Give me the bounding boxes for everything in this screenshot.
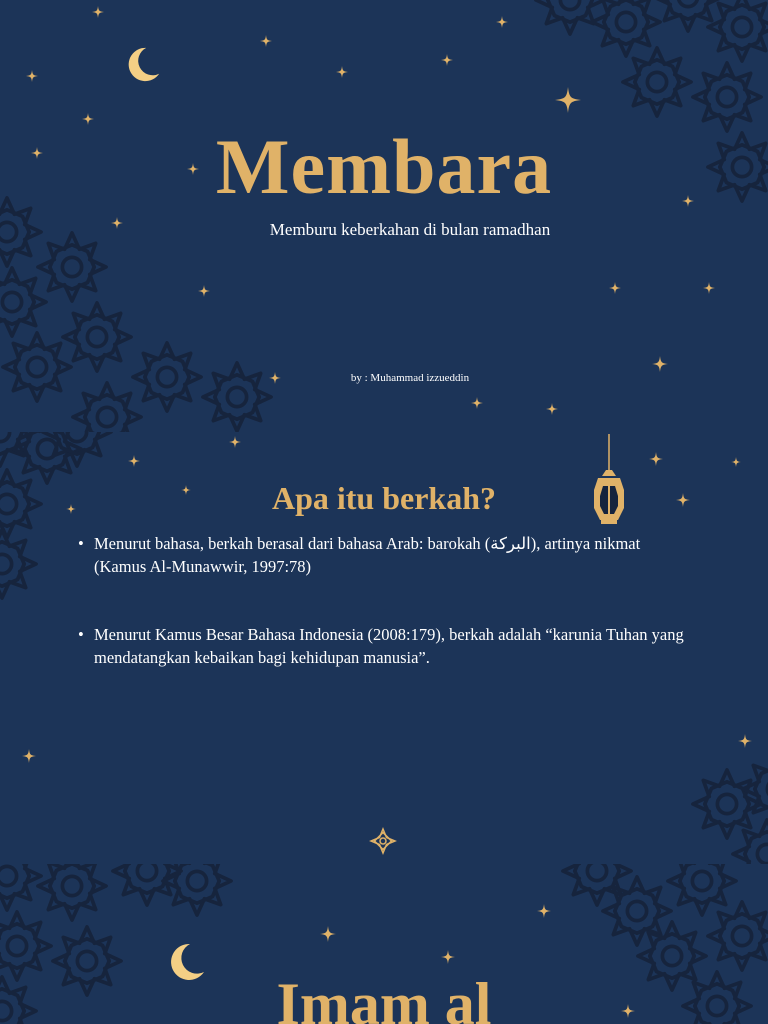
slide-imam [0,864,768,1024]
slide-title-heading: Membara [215,123,553,210]
list-item: • Menurut Kamus Besar Bahasa Indonesia (2008:179), berkah adalah “karunia Tuhan yang mendatangkan kebaikan bagi kehidupan manusia”. [78,623,696,669]
crescent-moon-icon [129,48,159,81]
section-heading: Apa itu berkah? [271,480,497,516]
islamic-geometric-pattern [0,0,768,432]
slide-subtitle: Memburu keberkahan di bulan ramadhan [269,220,551,239]
slide-title-heading: Imam al [276,971,492,1024]
slide-title [0,0,768,432]
definition-list [78,532,696,669]
author-credit: by : Muhammad izzueddin [350,372,470,384]
slide1-decoration [0,0,768,432]
ornament-icon [371,829,395,853]
list-item: • Menurut bahasa, berkah berasal dari bahasa Arab: barokah (البركة), artinya nikmat (Kamus Al-Munawwir, 1997:78) [78,532,696,578]
slide-definition [0,432,768,864]
